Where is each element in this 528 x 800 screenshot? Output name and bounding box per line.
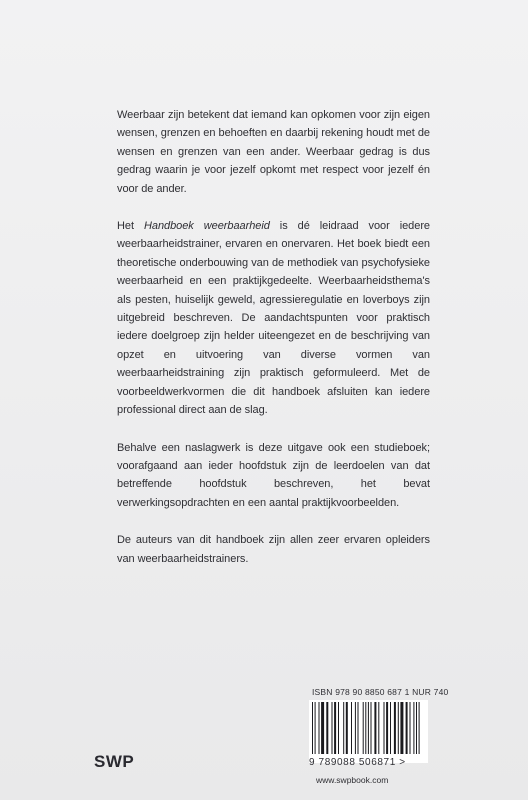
blurb-paragraph-2 <box>117 217 430 419</box>
barcode-bars <box>309 700 428 758</box>
publisher-website: www.swpbook.com <box>316 775 389 785</box>
barcode <box>309 700 428 763</box>
book-title-italic: Handboek weerbaarheid <box>143 220 270 233</box>
isbn-nur-line: ISBN 978 90 8850 687 1 NUR 740 <box>312 687 449 697</box>
blurb-paragraph-2-rest: is dé leidraad voor iedere weerbaarheidstrainer, ervaren en onervaren. Het boek biedt een theoretische onderbouwing van de methodiek van psychofysieke weerbaarheid en een praktijkgedeelte. Weerbaarheidsthema's als pesten, huiselijk geweld, agressieregulatie en loverboys zijn uitgebreid beschreven. De aandachtspunten voor praktisch iedere doelgroep zijn helder uiteengezet en de beschrijving van opzet en uitvoering van diverse vormen van weerbaarheidstraining zijn praktisch geformuleerd. Met de voorbeeldwerkvormen die dit handboek afsluiten kan iedere professional direct aan de slag. <box>117 220 431 417</box>
blurb-text <box>117 106 430 587</box>
publisher-logo: SWP <box>94 752 135 771</box>
blurb-paragraph-4: De auteurs van dit handboek zijn allen zeer ervaren opleiders van weerbaarheidstrainers. <box>117 534 430 565</box>
blurb-paragraph-2-prefix: Het <box>117 220 144 233</box>
barcode-digits: 9 789088 506871 > <box>309 757 406 768</box>
blurb-paragraph-1: Weerbaar zijn betekent dat iemand kan opkomen voor zijn eigen wensen, grenzen en behoeften en daarbij rekening houdt met de wensen en grenzen van een ander. Weerbaar gedrag is dus gedrag waarin je voor jezelf opkomt met respect voor jezelf én voor de ander. <box>117 109 430 195</box>
blurb-paragraph-3: Behalve een naslagwerk is deze uitgave ook een studieboek; voorafgaand aan ieder hoofdstuk zijn de leerdoelen van dat betreffende hoofdstuk beschreven, het bevat verwerkingsopdrachten en een aantal praktijkvoorbeelden. <box>117 441 430 509</box>
